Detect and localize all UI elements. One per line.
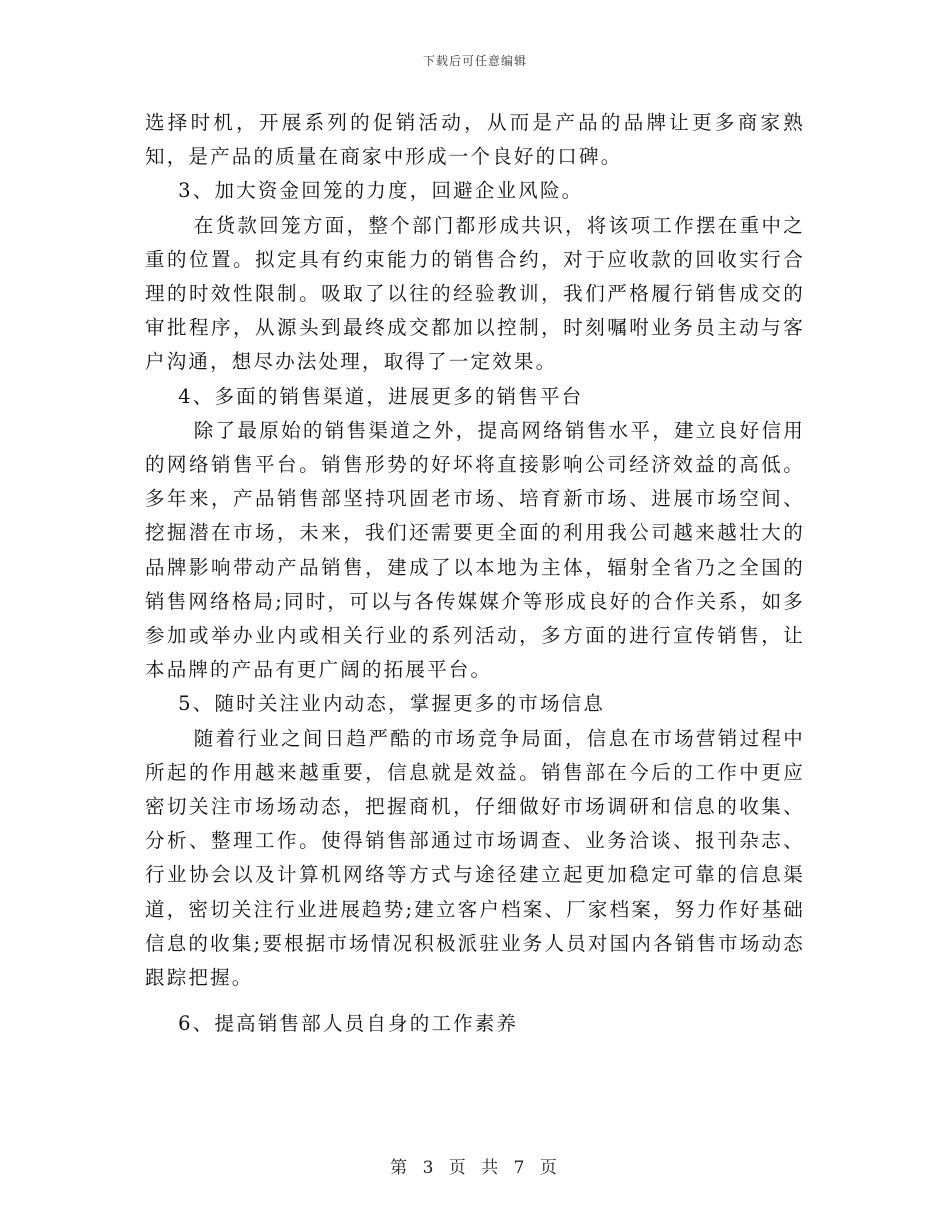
document-body <box>145 106 805 1041</box>
section-heading-6: 6、提高销售部人员自身的工作素养 <box>178 1012 519 1036</box>
paragraph-1: 选择时机，开展系列的促销活动，从而是产品的品牌让更多商家熟知，是产品的质量在商家中形成一个良好的口碑。 <box>145 111 805 169</box>
paragraph-4: 随着行业之间日趋严酷的市场竞争局面，信息在市场营销过程中所起的作用越来越重要，信息就是效益。销售部在今后的工作中更应密切关注市场场动态，把握商机，仔细做好市场调研和信息的收集、分析、整理工作。使得销售部通过市场调查、业务洽谈、报刊杂志、行业协会以及计算机网络等方式与途径建立起更加稳定可靠的信息渠道，密切关注行业进展趋势;建立客户档案、厂家档案，努力作好基础信息的收集;要根据市场情况积极派驻业务人员对国内各销售市场动态跟踪把握。 <box>145 726 805 990</box>
section-heading-4: 4、多面的销售渠道，进展更多的销售平台 <box>178 384 584 408</box>
paragraph-3: 除了最原始的销售渠道之外，提高网络销售水平，建立良好信用的网络销售平台。销售形势的好坏将直接影响公司经济效益的高低。多年来，产品销售部坚持巩固老市场、培育新市场、进展市场空间、挖掘潜在市场，未来，我们还需要更全面的利用我公司越来越壮大的品牌影响带动产品销售，建成了以本地为主体，辐射全省乃之全国的销售网络格局;同时，可以与各传媒媒介等形成良好的合作关系，如多参加或举办业内或相关行业的系列活动，多方面的进行宣传销售，让本品牌的产品有更广阔的拓展平台。 <box>145 418 805 682</box>
section-heading-5: 5、随时关注业内动态，掌握更多的市场信息 <box>178 692 606 716</box>
paragraph-2: 在货款回笼方面，整个部门都形成共识，将该项工作摆在重中之重的位置。拟定具有约束能力的销售合约，对于应收款的回收实行合理的时效性限制。吸取了以往的经验教训，我们严格履行销售成交的审批程序，从源头到最终成交都加以控制，时刻嘱咐业务员主动与客户沟通，想尽办法处理，取得了一定效果。 <box>145 213 805 374</box>
section-heading-3: 3、加大资金回笼的力度，回避企业风险。 <box>178 179 584 203</box>
page-footer: 第 3 页 共 7 页 <box>390 1158 560 1178</box>
page-header: 下载后可任意编辑 <box>422 54 527 68</box>
